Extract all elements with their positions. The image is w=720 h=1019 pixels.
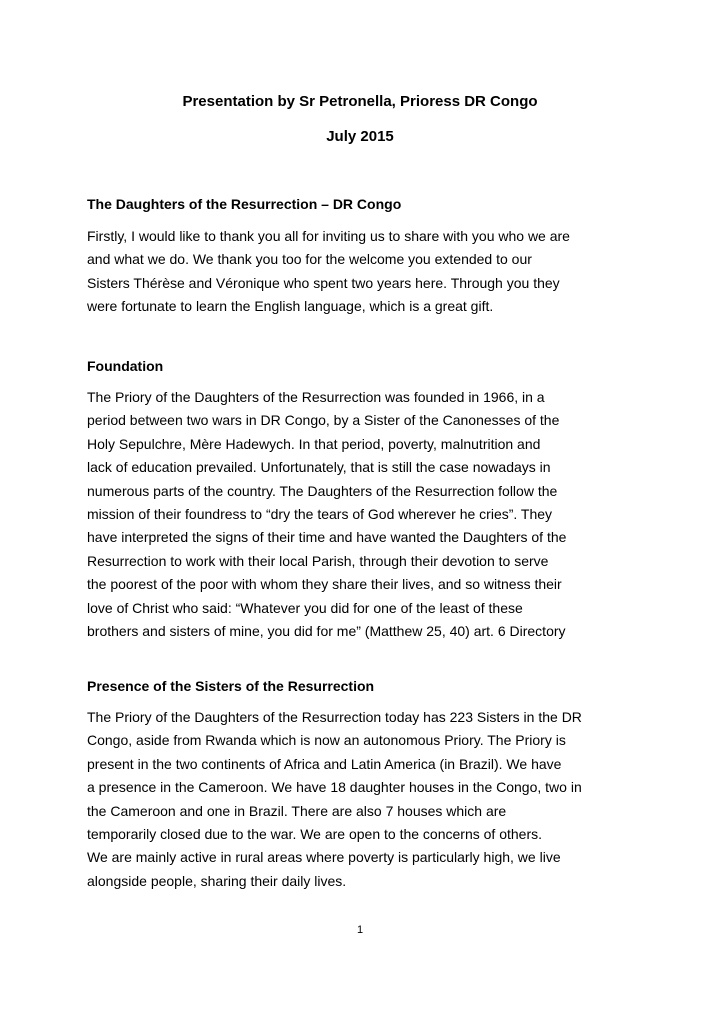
paragraph-line: and what we do. We thank you too for the welcome you extended to our [87, 251, 532, 268]
section-paragraph-foundation [87, 386, 647, 643]
paragraph-line: brothers and sisters of mine, you did for me” (Matthew 25, 40) art. 6 Directory [87, 623, 566, 640]
paragraph-line: lack of education prevailed. Unfortunately, that is still the case nowadays in [87, 459, 551, 476]
section-heading-foundation: Foundation [87, 358, 164, 374]
document-date: July 2015 [326, 128, 394, 145]
paragraph-line: alongside people, sharing their daily lives. [87, 872, 347, 889]
paragraph-line: the poorest of the poor with whom they share their lives, and so witness their [87, 576, 562, 593]
paragraph-line: Holy Sepulchre, Mère Hadewych. In that period, poverty, malnutrition and [87, 435, 541, 452]
paragraph-line: Resurrection to work with their local Parish, through their devotion to serve [87, 552, 549, 569]
paragraph-line: have interpreted the signs of their time and have wanted the Daughters of the [87, 529, 567, 546]
section-heading-daughters: The Daughters of the Resurrection – DR Congo [87, 196, 402, 212]
section-paragraph-daughters [87, 225, 647, 319]
paragraph-line: love of Christ who said: “Whatever you did for one of the least of these [87, 599, 523, 616]
paragraph-line: a presence in the Cameroon. We have 18 daughter houses in the Congo, two in [87, 779, 582, 796]
paragraph-line: Firstly, I would like to thank you all for inviting us to share with you who we are [87, 228, 570, 244]
paragraph-line: Congo, aside from Rwanda which is now an autonomous Priory. The Priory is [87, 732, 566, 749]
document-title: Presentation by Sr Petronella, Prioress DR Congo [182, 93, 538, 110]
paragraph-line: temporarily closed due to the war. We are open to the concerns of others. [87, 826, 542, 843]
paragraph-line: were fortunate to learn the English language, which is a great gift. [87, 298, 494, 315]
section-paragraph-presence [87, 706, 647, 893]
paragraph-line: Sisters Thérèse and Véronique who spent two years here. Through you they [87, 274, 560, 291]
section-heading-presence: Presence of the Sisters of the Resurrection [87, 678, 375, 694]
paragraph-line: We are mainly active in rural areas where poverty is particularly high, we live [87, 849, 561, 866]
paragraph-line: present in the two continents of Africa and Latin America (in Brazil). We have [87, 755, 562, 772]
page-number: 1 [356, 924, 364, 936]
paragraph-line: mission of their foundress to “dry the tears of God wherever he cries”. They [87, 506, 553, 523]
paragraph-line: numerous parts of the country. The Daughters of the Resurrection follow the [87, 482, 558, 499]
paragraph-line: the Cameroon and one in Brazil. There are also 7 houses which are [87, 802, 507, 819]
paragraph-line: period between two wars in DR Congo, by a Sister of the Canonesses of the [87, 412, 560, 429]
paragraph-line: The Priory of the Daughters of the Resurrection was founded in 1966, in a [87, 389, 545, 405]
paragraph-line: The Priory of the Daughters of the Resurrection today has 223 Sisters in the DR [87, 709, 582, 725]
